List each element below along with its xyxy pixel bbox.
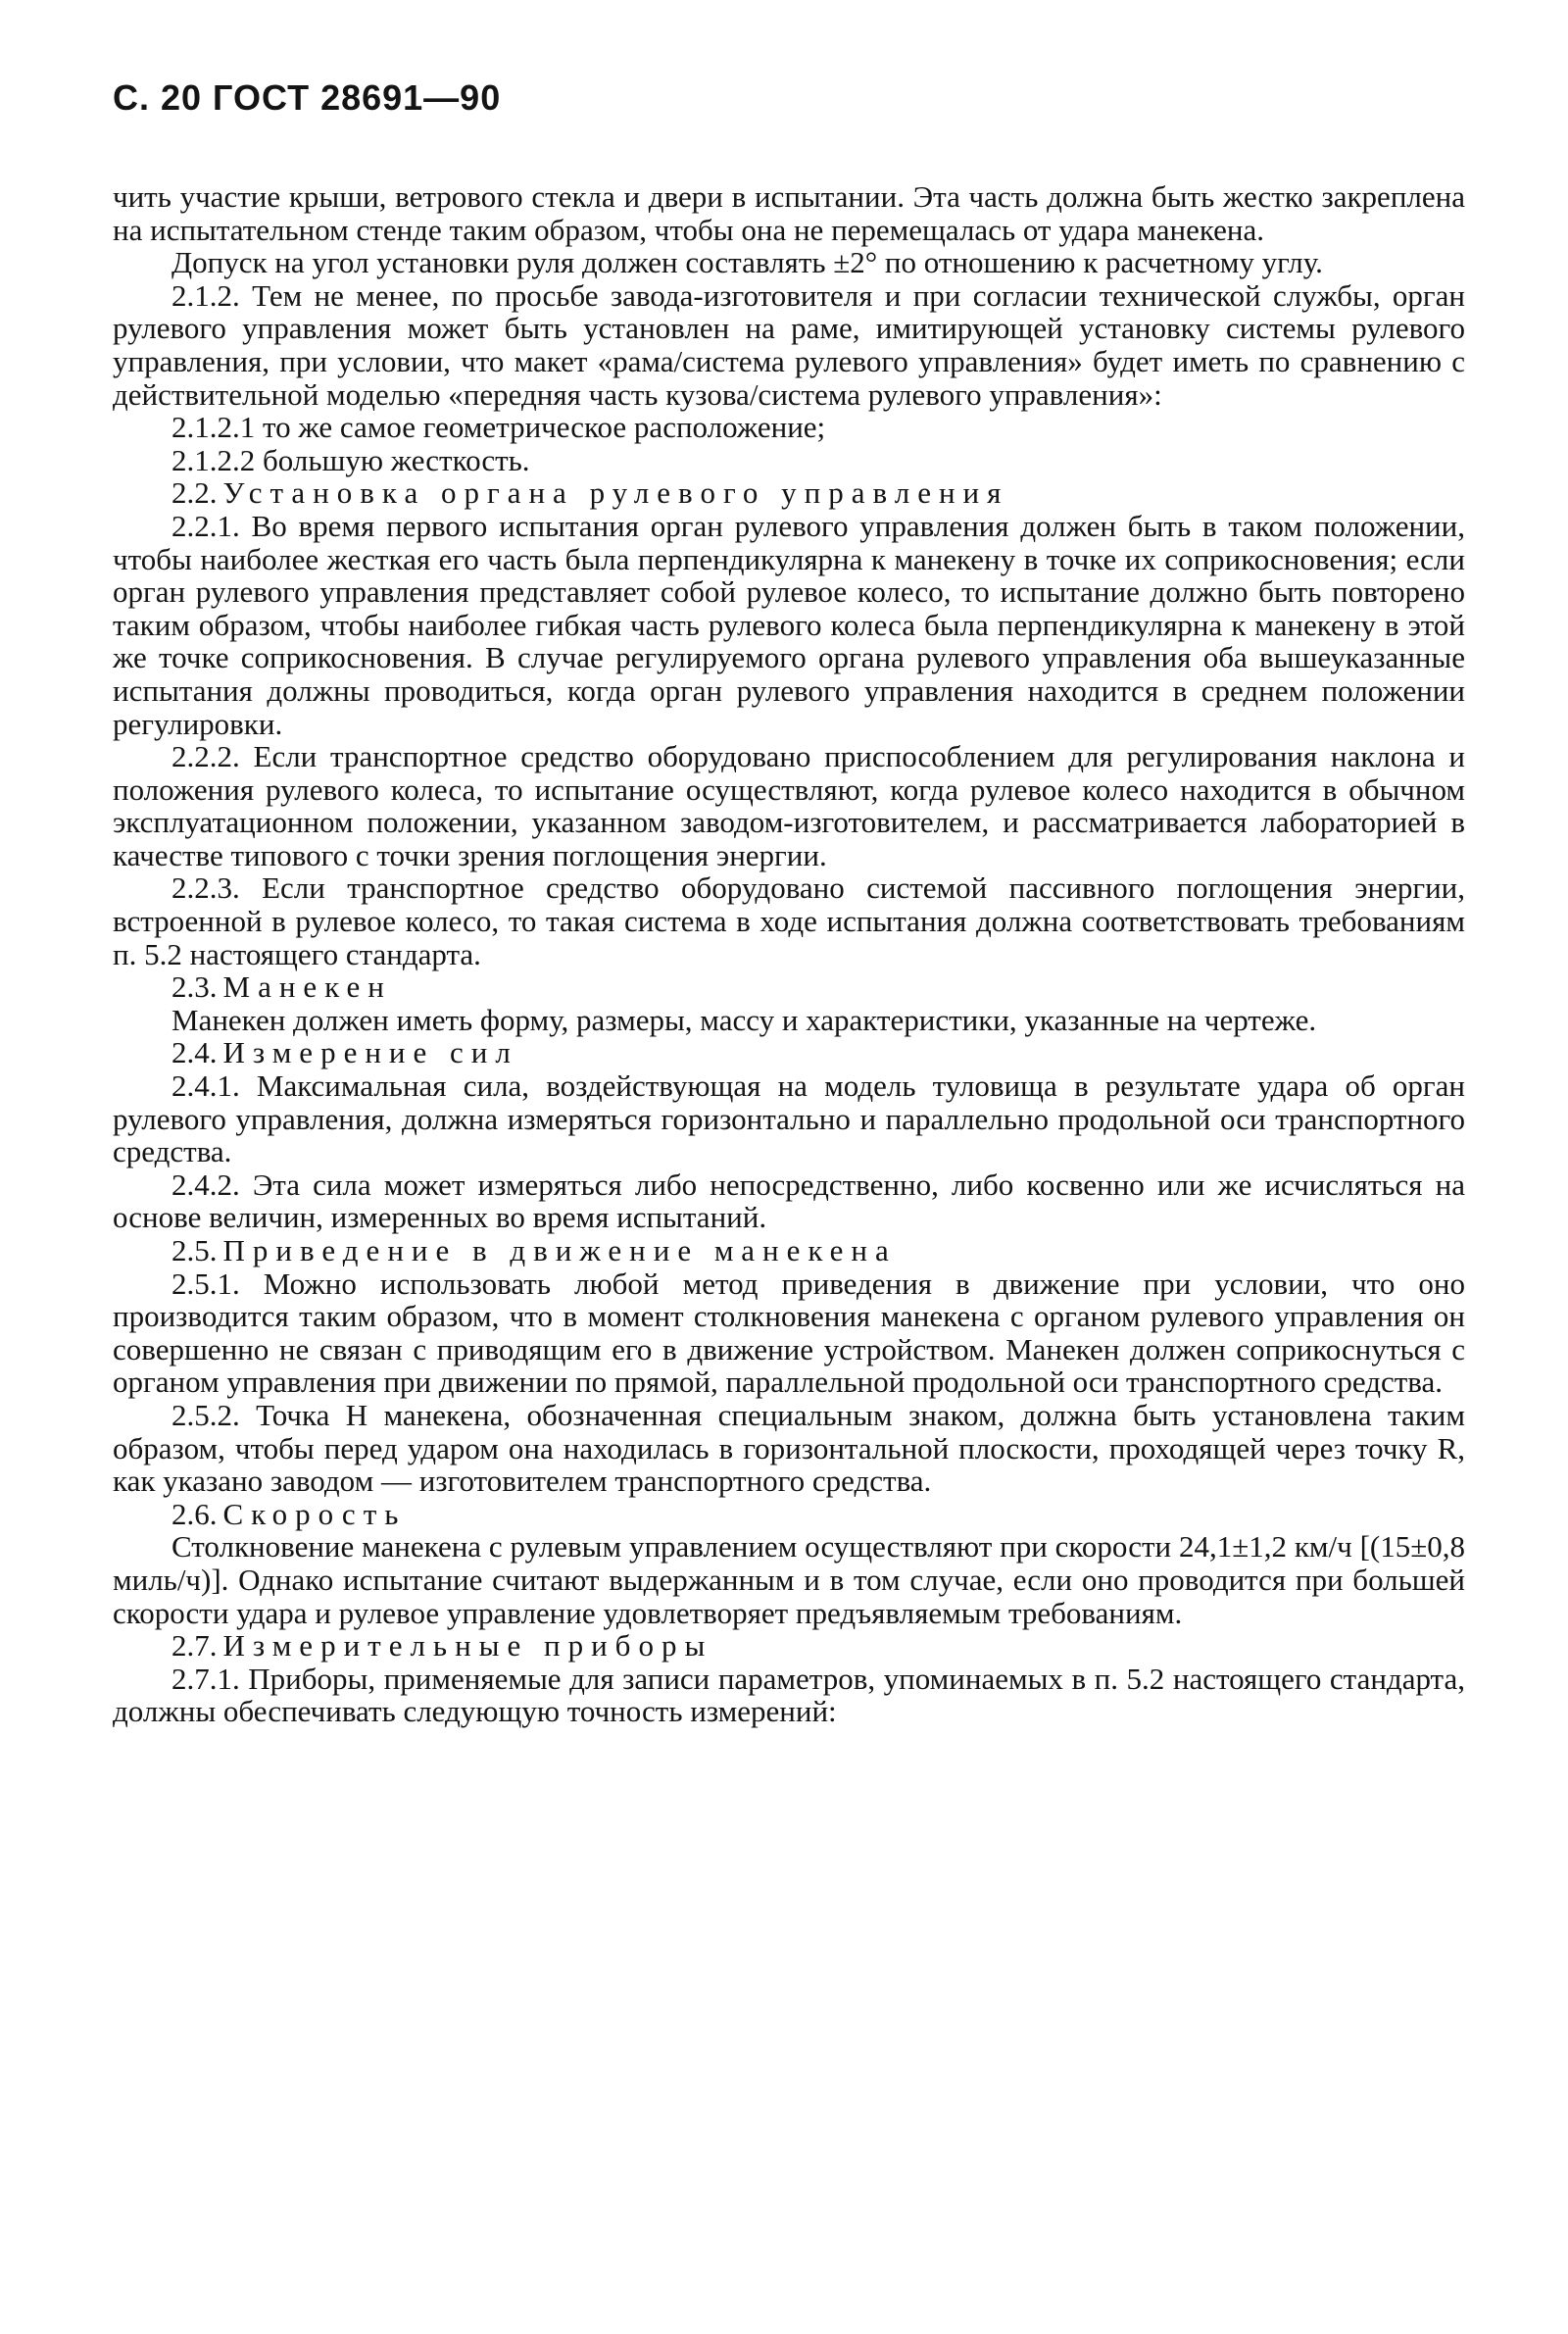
section-heading-2-2 <box>113 476 1465 510</box>
paragraph-2-4-2: 2.4.2. Эта сила может измеряться либо непосредственно, либо косвенно или же исчисляться на основе величин, измеренных во время испытаний. <box>113 1167 1465 1235</box>
section-title: Скорость <box>222 1496 407 1531</box>
paragraph-2-1-2: 2.1.2. Тем не менее, по просьбе завода-изготовителя и при согласии технической службы, орган рулевого управления может быть установлен на раме, имитирующей установку системы рулевого управления, при условии, что макет «рама/система рулевого управления» будет иметь по сравнению с действительной моделью «передняя часть кузова/система рулевого управления»: <box>113 277 1465 412</box>
paragraph-2-3: Манекен должен иметь форму, размеры, массу и характеристики, указанные на чертеже. <box>172 1002 1317 1037</box>
section-number: 2.4. <box>172 1035 218 1070</box>
section-title: Измерение сил <box>222 1035 518 1070</box>
paragraph-2-5-1: 2.5.1. Можно использовать любой метод приведения в движение при условии, что оно производится таким образом, что в момент столкновения манекена с органом рулевого управления он совершенно не связан с приводящим его в движение устройством. Манекен должен соприкоснуться с органом управления при движении по прямой, параллельной продольной оси транспортного средства. <box>113 1266 1465 1400</box>
paragraph-2-1-2-2: 2.1.2.2 большую жесткость. <box>172 442 530 477</box>
section-number: 2.6. <box>172 1496 218 1531</box>
section-number: 2.7. <box>172 1628 218 1664</box>
page-header: С. 20 ГОСТ 28691—90 <box>113 77 502 118</box>
paragraph-2-2-1: 2.2.1. Во время первого испытания орган рулевого управления должен быть в таком положении, чтобы наиболее жесткая его часть была перпендикулярна к манекену в точке их соприкосновения; если орган рулевого управления представляет собой рулевое колесо, то испытание должно быть повторено таким образом, чтобы наиболее гибкая часть рулевого колеса была перпендикулярна к манекену в этой же точке соприкосновения. В случае регулируемого органа рулевого управления оба вышеуказанные испытания должны проводиться, когда орган рулевого управления находится в среднем положении регулировки. <box>113 508 1465 741</box>
section-number: 2.3. <box>172 969 218 1005</box>
paragraph-2-2-2: 2.2.2. Если транспортное средство оборудовано приспособлением для регулирования наклона и положения рулевого колеса, то испытание осуществляют, когда рулевое колесо находится в обычном эксплуатационном положении, указанном заводом-изготовителем, и рассматривается лабораторией в качестве типового с точки зрения поглощения энергии. <box>113 739 1465 872</box>
paragraph-tolerance: Допуск на угол установки руля должен составлять ±2° по отношению к расчетному углу. <box>172 245 1323 280</box>
paragraph-2-5-2: 2.5.2. Точка H манекена, обозначенная специальным знаком, должна быть установлена таким образом, чтобы перед ударом она находилась в горизонтальной плоскости, проходящей через точку R, как указано заводом — изготовителем транспортного средства. <box>113 1397 1465 1499</box>
section-title: Манекен <box>222 969 392 1005</box>
paragraph-2-6: Столкновение манекена с рулевым управлением осуществляют при скорости 24,1±1,2 км/ч [(15±0,8 миль/ч)]. Однако испытание считают выдержанным и в том случае, если оно проводится при большей скорости удара и рулевое управление удовлетворяет предъявляемым требованиям. <box>113 1529 1465 1630</box>
section-number: 2.2. <box>172 475 218 511</box>
document-body <box>113 180 1465 1728</box>
section-heading-2-6 <box>113 1498 1465 1531</box>
section-title: Измерительные приборы <box>222 1628 713 1664</box>
section-heading-2-7 <box>113 1629 1465 1663</box>
section-heading-2-3 <box>113 970 1465 1004</box>
section-heading-2-4 <box>113 1036 1465 1069</box>
paragraph-2-7-1: 2.7.1. Приборы, применяемые для записи параметров, упоминаемых в п. 5.2 настоящего стандарта, должны обеспечивать следующую точность измерений: <box>113 1661 1465 1729</box>
paragraph-continuation: чить участие крыши, ветрового стекла и двери в испытании. Эта часть должна быть жестко закреплена на испытательном стенде таким образом, чтобы она не перемещалась от удара манекена. <box>113 179 1465 247</box>
section-title: Установка органа рулевого управления <box>222 475 1009 511</box>
section-number: 2.5. <box>172 1233 218 1267</box>
section-heading-2-5 <box>113 1234 1465 1267</box>
section-title: Приведение в движение манекена <box>222 1233 897 1267</box>
document-page <box>113 69 1465 1728</box>
paragraph-2-1-2-1: 2.1.2.1 то же самое геометрическое расположение; <box>172 410 826 445</box>
paragraph-2-2-3: 2.2.3. Если транспортное средство оборудовано системой пассивного поглощения энергии, встроенной в рулевое колесо, то такая система в ходе испытания должна соответствовать требованиям п. 5.2 настоящего стандарта. <box>113 870 1465 971</box>
paragraph-2-4-1: 2.4.1. Максимальная сила, воздействующая на модель туловища в результате удара об орган рулевого управления, должна измеряться горизонтально и параллельно продольной оси транспортного средства. <box>113 1068 1465 1169</box>
